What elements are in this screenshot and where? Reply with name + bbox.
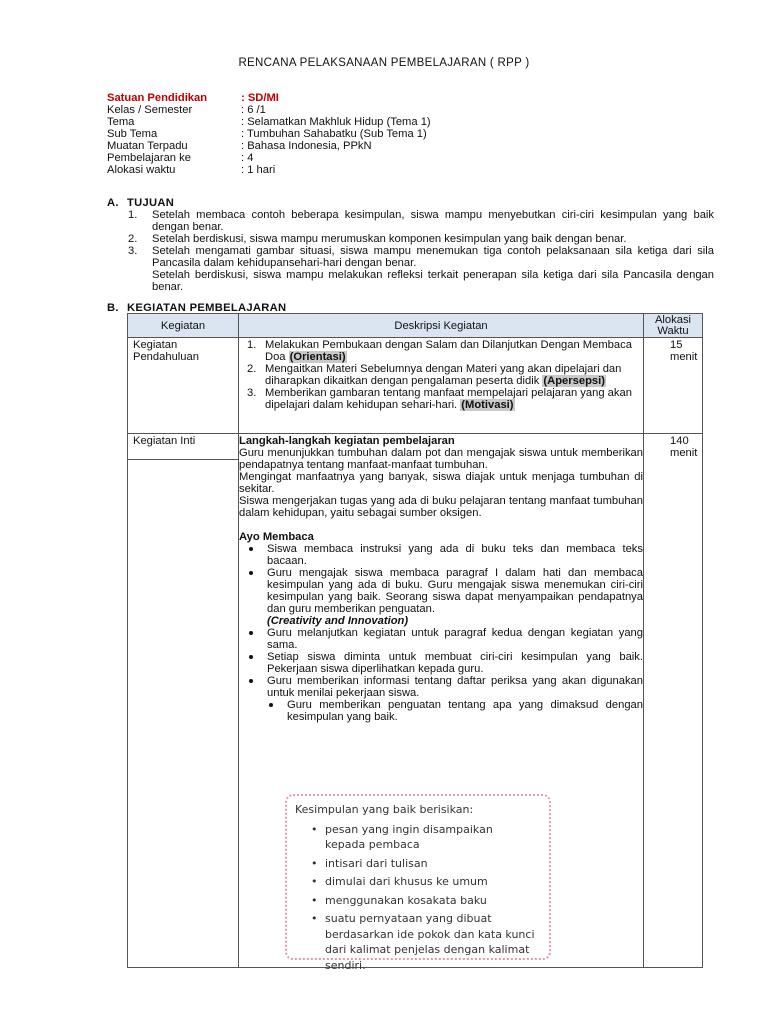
item-number: 2. <box>128 233 138 245</box>
item-text: Setelah berdiskusi, siswa mampu melakukan refleksi terkait penerapan sila ketiga dari sila Pancasila dengan benar. <box>152 269 714 293</box>
item-number: 2. <box>247 363 257 375</box>
item-number: 3. <box>128 245 138 257</box>
ayo-membaca-list <box>239 543 643 615</box>
alokasi-unit: menit <box>670 447 698 459</box>
list-item: • dimulai dari khusus ke umum <box>295 874 541 890</box>
apersepsi-badge: (Apersepsi) <box>543 375 605 387</box>
section-letter: B. <box>107 302 119 314</box>
identity-value: : SD/MI <box>241 92 279 104</box>
kegiatan-name: Kegiatan Inti <box>128 435 238 460</box>
table-header-row <box>128 314 703 338</box>
ayo-membaca-heading: Ayo Membaca <box>239 531 314 543</box>
inti-paragraph: Mengingat manfaatnya yang banyak, siswa diajak untuk menjaga tumbuhan di sekitar. <box>239 471 643 495</box>
list-item: • menggunakan kosakata baku <box>295 893 541 909</box>
identity-value: : 4 <box>241 152 254 164</box>
list-item: Guru memberikan informasi tentang daftar periksa yang akan digunakan untuk menilai pekerjaan siswa. <box>239 675 643 699</box>
box-heading: Kesimpulan yang baik berisikan: <box>295 803 474 816</box>
tujuan-item <box>107 269 714 293</box>
motivasi-badge: (Motivasi) <box>461 399 514 411</box>
section-heading-tujuan <box>107 197 174 209</box>
alokasi-number: 15 <box>670 339 683 351</box>
item-text: Setelah berdiskusi, siswa mampu merumuskan komponen kesimpulan yang baik dengan benar. <box>152 233 627 245</box>
list-item: Guru melanjutkan kegiatan untuk paragraf kedua dengan kegiatan yang sama. <box>239 627 643 651</box>
cell-kegiatan-name <box>128 434 239 968</box>
item-text: Setelah mengamati gambar situasi, siswa mampu menemukan tiga contoh pelaksanaan sila ketiga dari sila Pancasila dalam kehidupansehari-hari dengan benar. <box>152 245 714 269</box>
tujuan-item <box>107 233 714 245</box>
list-item: Guru mengajak siswa membaca paragraf I dalam hati dan membaca kesimpulan yang ada di buku. Guru mengajak siswa menemukan ciri-ciri kesimpulan yang baik. Seorang siswa dapat menyampaikan pendapatnya dan guru memberikan penguatan. <box>239 567 643 615</box>
pendahuluan-item <box>239 339 643 363</box>
page-title: RENCANA PELAKSANAAN PEMBELAJARAN ( RPP ) <box>238 57 530 69</box>
alokasi-number: 140 <box>670 435 689 447</box>
tujuan-item <box>107 245 714 269</box>
identity-value: : Tumbuhan Sahabatku (Sub Tema 1) <box>241 128 427 140</box>
identity-label: Pembelajaran ke <box>107 152 191 164</box>
item-number: 1. <box>128 209 138 221</box>
cell-alokasi <box>644 434 703 968</box>
kesimpulan-box <box>285 794 551 972</box>
orientasi-badge: (Orientasi) <box>289 351 346 363</box>
list-item: • intisari dari tulisan <box>295 856 541 872</box>
identity-value: : 1 hari <box>241 164 276 176</box>
inti-paragraph: Guru menunjukkan tumbuhan dalam pot dan mengajak siswa untuk memberikan pendapatnya tentang manfaat-manfaat tumbuhan. <box>239 447 643 471</box>
identity-label: Muatan Terpadu <box>107 140 188 152</box>
list-item: Siswa membaca instruksi yang ada di buku teks dan membaca teks bacaan. <box>239 543 643 567</box>
identity-label: Satuan Pendidikan <box>107 92 208 104</box>
identity-label: Tema <box>107 116 135 128</box>
list-item: Guru memberikan penguatan tentang apa yang dimaksud dengan kesimpulan yang baik. <box>239 699 643 723</box>
item-number: 1. <box>247 339 257 351</box>
section-letter: A. <box>107 197 119 209</box>
tujuan-item <box>107 209 714 233</box>
tujuan-list <box>107 209 714 293</box>
pendahuluan-item <box>239 363 643 387</box>
cell-deskripsi <box>239 338 644 434</box>
creativity-label: (Creativity and Innovation) <box>267 615 409 627</box>
box-list <box>295 822 541 974</box>
identity-value: : Bahasa Indonesia, PPkN <box>241 140 372 152</box>
identity-label: Sub Tema <box>107 128 158 140</box>
pendahuluan-list <box>239 339 643 411</box>
item-text: Melakukan Pembukaan dengan Salam dan Dilanjutkan Dengan Membaca Doa <box>265 339 632 363</box>
item-text: Memberikan gambaran tentang manfaat mempelajari pelajaran yang akan dipelajari dalam kehidupan sehari-hari. <box>265 387 632 411</box>
table-row-pendahuluan <box>128 338 703 434</box>
kegiatan-name: Kegiatan Pendahuluan <box>133 339 199 363</box>
inti-heading: Langkah-langkah kegiatan pembelajaran <box>239 435 455 447</box>
item-text: Mengaitkan Materi Sebelumnya dengan Materi yang akan dipelajari dan diharapkan dikaitkan dengan pengalaman peserta didik <box>265 363 622 387</box>
sub-bullet-list <box>239 699 643 723</box>
ayo-membaca-list-2 <box>239 627 643 699</box>
pendahuluan-item <box>239 387 643 411</box>
item-text: Setelah membaca contoh beberapa kesimpulan, siswa mampu menyebutkan ciri-ciri kesimpulan yang baik dengan benar. <box>152 209 714 233</box>
cell-alokasi <box>644 338 703 434</box>
identity-label: Alokasi waktu <box>107 164 176 176</box>
list-item: • suatu pernyataan yang dibuat berdasarkan ide pokok dan kata kunci dari kalimat penjelas dengan kalimat sendiri. <box>295 911 540 973</box>
header-kegiatan: Kegiatan <box>128 314 239 338</box>
alokasi-unit: menit <box>670 351 698 363</box>
section-title: KEGIATAN PEMBELAJARAN <box>127 302 287 314</box>
header-deskripsi: Deskripsi Kegiatan <box>239 314 644 338</box>
identity-value: : 6 /1 <box>241 104 266 116</box>
list-item: Setiap siswa diminta untuk membuat ciri-ciri kesimpulan yang baik. Pekerjaan siswa diperlihatkan kepada guru. <box>239 651 643 675</box>
section-title: TUJUAN <box>127 197 175 209</box>
inti-paragraph: Siswa mengerjakan tugas yang ada di buku pelajaran tentang manfaat tumbuhan dalam kehidupan, yaitu sebagai sumber oksigen. <box>239 495 643 519</box>
cell-kegiatan-name <box>128 338 239 434</box>
header-alokasi: Alokasi Waktu <box>644 314 703 338</box>
identity-label: Kelas / Semester <box>107 104 193 116</box>
item-number: 3. <box>247 387 257 399</box>
identity-value: : Selamatkan Makhluk Hidup (Tema 1) <box>241 116 431 128</box>
list-item: • pesan yang ingin disampaikan kepada pembaca <box>295 822 525 853</box>
